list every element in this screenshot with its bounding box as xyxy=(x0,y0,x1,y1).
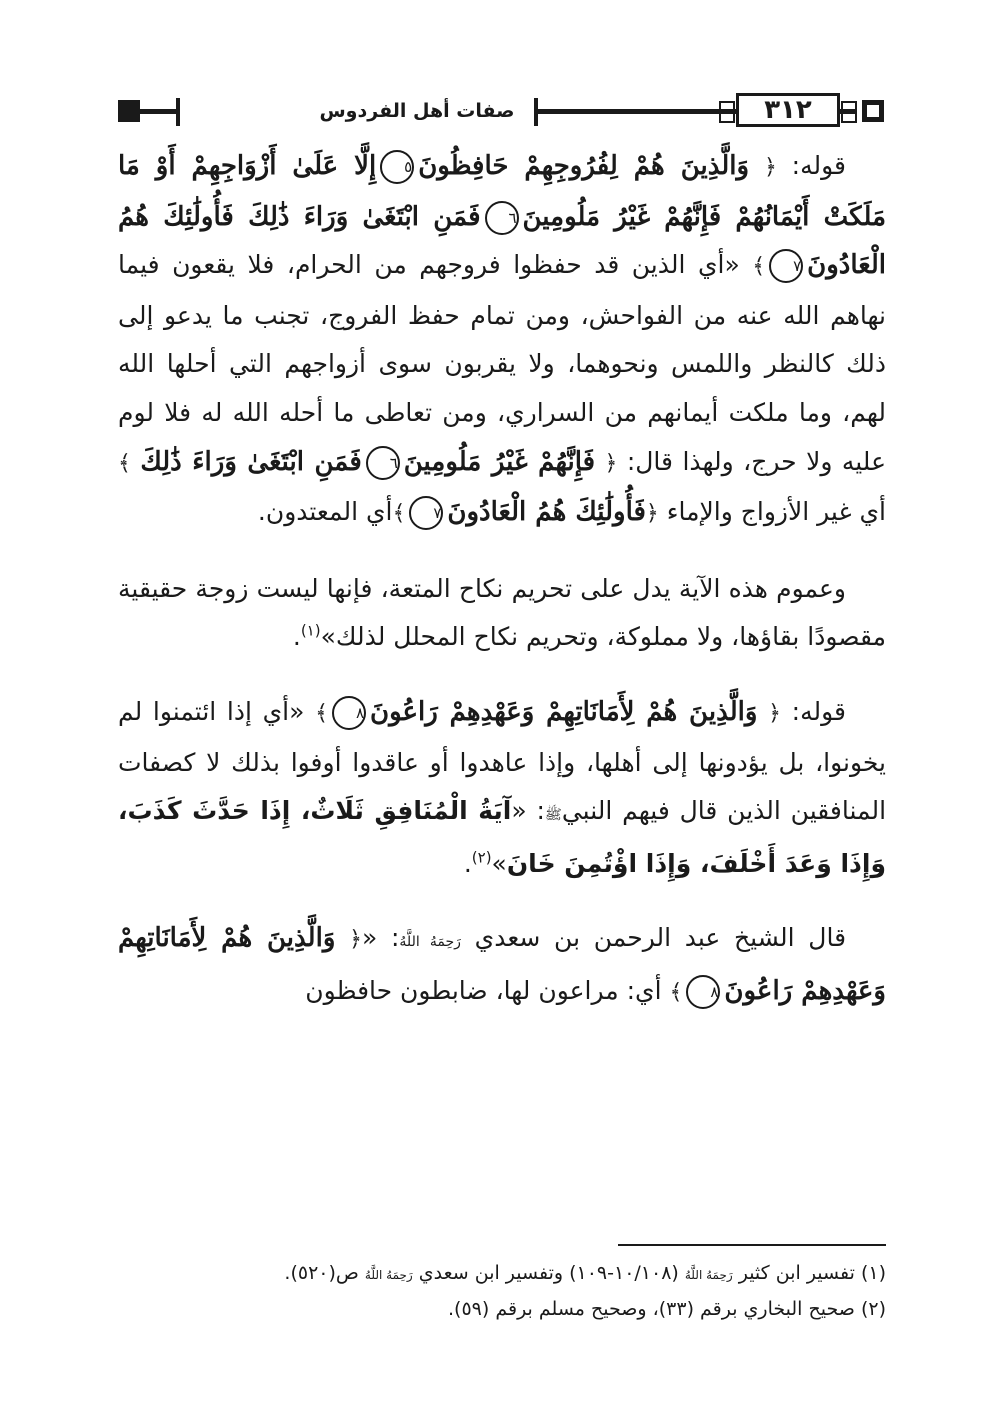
book-title: صفات أهل الفردوس xyxy=(319,100,515,122)
page-number: ٣١٢ xyxy=(736,93,840,127)
sentence-end: . xyxy=(463,848,472,878)
page-header xyxy=(118,92,886,132)
ornate-bracket-close: ﴾ xyxy=(392,501,406,527)
paragraph-2 xyxy=(118,565,886,662)
footnotes xyxy=(118,1256,886,1326)
honorific-glyph: رَحِمَهُ اللَّهُ xyxy=(399,934,461,951)
ayah-number-marker: ٨ xyxy=(686,975,720,1009)
commentary-text: أي غير الأزواج والإماء xyxy=(658,497,886,527)
header-rule-left xyxy=(138,109,178,114)
ornate-bracket-open: ﴿ xyxy=(763,155,777,180)
commentary-text: : « xyxy=(511,796,545,826)
quran-verse: فَإِنَّهُمْ غَيْرُ مَلُومِينَ xyxy=(403,446,596,477)
ayah-number-marker: ٦ xyxy=(485,201,519,235)
ornate-bracket-close: ﴾ xyxy=(118,450,131,476)
ornate-bracket-open: ﴿ xyxy=(604,450,618,476)
ornate-bracket-open: ﴿ xyxy=(645,501,659,527)
footnote-separator xyxy=(618,1244,886,1246)
commentary-text: قال الشيخ عبد الرحمن بن سعدي xyxy=(460,923,847,953)
footnote-1 xyxy=(118,1256,886,1292)
ornate-bracket-open: ﴿ xyxy=(768,700,781,726)
quran-verse: فَمَنِ ابْتَغَىٰ وَرَاءَ ذَٰلِكَ فَأُولَٰئِكَ هُمُ الْعَادُونَ xyxy=(118,201,886,281)
ornate-bracket-close: ﴾ xyxy=(669,979,683,1005)
commentary-text: أي: مراعون لها، ضابطون حافظون xyxy=(305,975,670,1005)
ayah-number-marker: ٧ xyxy=(769,249,803,283)
ornate-bracket-close: ﴾ xyxy=(315,700,328,726)
ayah-number-marker: ٨ xyxy=(332,696,366,730)
paragraph-intro: قوله: xyxy=(781,696,846,726)
ornate-bracket-open: ﴿ xyxy=(349,927,362,953)
commentary-text: «أي الذين قد حفظوا فروجهم من الحرام، فلا يقعون فيما نهاهم الله عنه من الفواحش، ومن تمام حفظ الفروج، تجنب ما يدعو إلى ذلك كالنظر واللمس ونحوهما، ولا يقربون سوى أزواجهم التي أحلها الله لهم، وما ملكت أيمانهم من السراري، ومن تعاطى ما أحله الله له فلا لوم عليه ولا حرج، ولهذا قال: xyxy=(118,250,886,476)
ayah-number-marker: ٥ xyxy=(380,150,414,184)
footnote-text: (١٠/١٠٨-١٠٩) وتفسير ابن سعدي xyxy=(412,1262,685,1284)
ayah-number-marker: ٧ xyxy=(409,496,443,530)
commentary-text: » xyxy=(491,848,507,878)
quran-verse: إِلَّا عَلَىٰ أَزْوَاجِهِمْ أَوْ مَا مَلَكَتْ أَيْمَانُهُمْ فَإِنَّهُمْ غَيْرُ مَلُومِينَ xyxy=(118,151,886,232)
quran-verse: فَمَنِ ابْتَغَىٰ وَرَاءَ ذَٰلِكَ xyxy=(140,446,362,477)
footnote-number: (١) xyxy=(860,1262,886,1284)
sentence-end: . xyxy=(292,622,301,652)
header-square-left xyxy=(118,100,140,122)
quran-verse: وَالَّذِينَ هُمْ لِأَمَانَاتِهِمْ وَعَهْدِهِمْ رَاعُونَ xyxy=(118,923,886,1006)
footnote-text: صحيح البخاري برقم (٣٣)، وصحيح مسلم برقم (٥٩). xyxy=(448,1298,855,1320)
page-body xyxy=(118,142,886,1018)
commentary-text: أي المعتدون. xyxy=(257,497,393,527)
ornate-bracket-close: ﴾ xyxy=(752,254,766,280)
paragraph-1 xyxy=(118,142,886,539)
header-bar-left xyxy=(176,98,180,126)
commentary-text: وعموم هذه الآية يدل على تحريم نكاح المتعة، فإنها ليست زوجة حقيقية مقصودًا بقاؤها، ولا مملوكة، وتحريم نكاح المحلل لذلك» xyxy=(118,573,886,652)
quran-verse: فَأُولَٰئِكَ هُمُ الْعَادُونَ xyxy=(447,497,646,528)
quran-verse: وَالَّذِينَ هُمْ لِأَمَانَاتِهِمْ وَعَهْدِهِمْ رَاعُونَ xyxy=(370,696,758,727)
footnote-text: تفسير ابن كثير xyxy=(732,1262,855,1284)
commentary-text: : « xyxy=(361,923,400,953)
paragraph-3 xyxy=(118,688,886,888)
footnote-text: ص(٥٢٠). xyxy=(284,1262,365,1284)
honorific-glyph: رَحِمَهُ اللَّهُ xyxy=(364,1268,413,1282)
footnote-ref-1: (١) xyxy=(300,622,321,641)
commentary-text: «أي إذا ائتمنوا لم يخونوا، بل يؤدونها إلى أهلها، وإذا عاهدوا أو عاقدوا أوفوا بذلك لا كصفات المنافقين الذين قال فيهم النبي xyxy=(118,696,887,826)
hadith-text: آيَةُ الْمُنَافِقِ ثَلَاثٌ، إِذَا حَدَّثَ كَذَبَ، وَإِذَا وَعَدَ أَخْلَفَ، وَإِذَا اؤْتُمِنَ خَانَ xyxy=(118,796,886,878)
paragraph-intro: قوله: xyxy=(776,151,846,180)
paragraph-4 xyxy=(118,914,886,1017)
quran-verse: وَالَّذِينَ هُمْ لِفُرُوجِهِمْ حَافِظُونَ xyxy=(418,151,750,181)
salutation-glyph: ﷺ xyxy=(544,807,562,824)
honorific-glyph: رَحِمَهُ اللَّهُ xyxy=(684,1268,733,1282)
footnote-ref-2: (٢) xyxy=(471,848,492,867)
ayah-number-marker: ٦ xyxy=(366,446,400,480)
footnote-number: (٢) xyxy=(860,1298,886,1320)
footnote-2 xyxy=(118,1292,886,1326)
header-square-right xyxy=(862,100,884,122)
